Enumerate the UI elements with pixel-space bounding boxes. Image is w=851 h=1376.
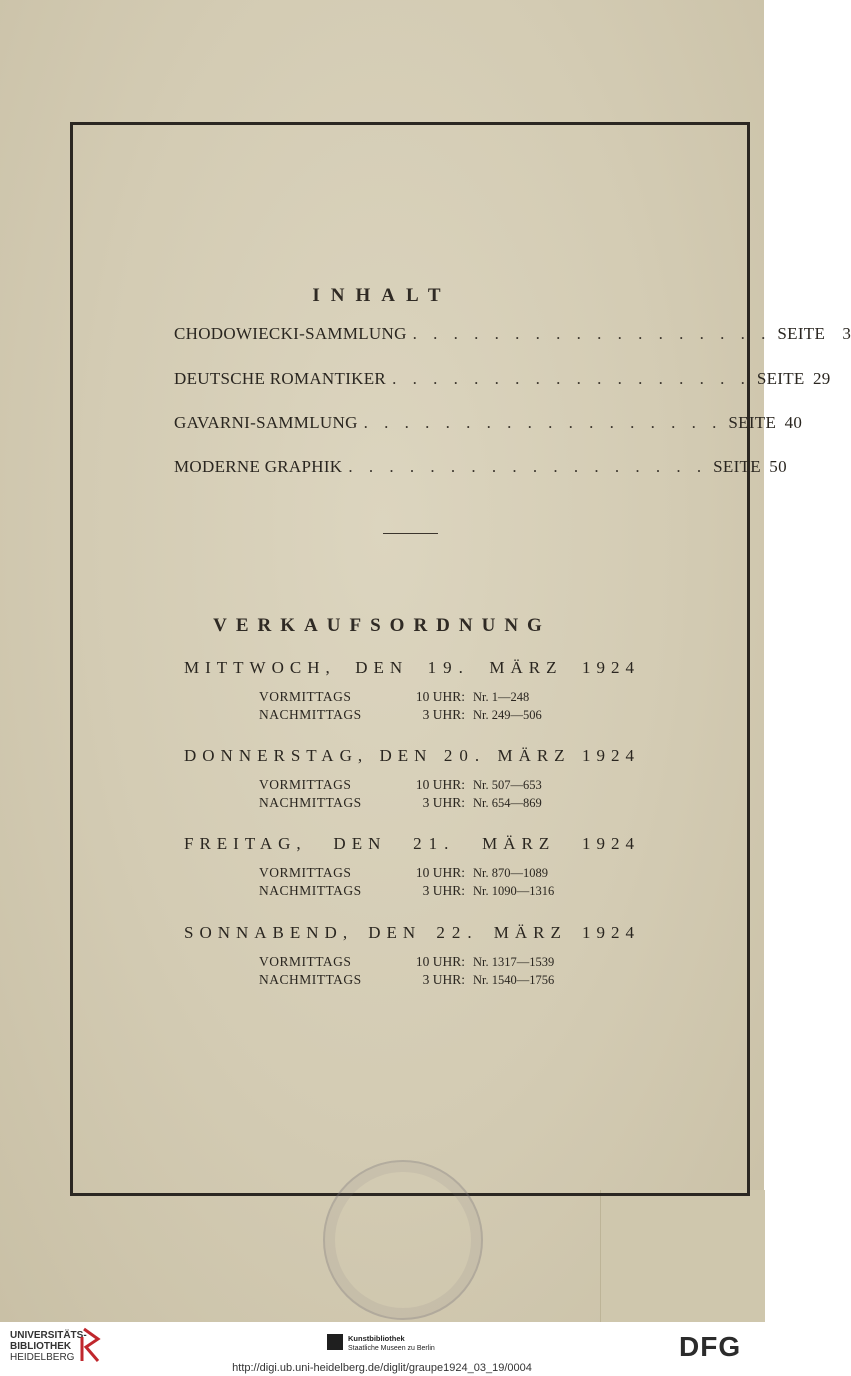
day-number: 22. <box>436 923 479 942</box>
session-list <box>259 864 579 900</box>
session-row <box>259 776 579 794</box>
kunstbibliothek-mark-icon <box>327 1334 343 1350</box>
toc-entry-chodowiecki[interactable] <box>174 324 851 348</box>
session-list <box>259 953 579 989</box>
year: 1924 <box>582 834 640 853</box>
toc-entry-title: MODERNE GRAPHIK <box>174 457 343 476</box>
session-part: NACHMITTAGS <box>259 795 362 810</box>
den-word: DEN <box>379 746 433 765</box>
lot-range: Nr. 1—248 <box>473 690 530 704</box>
session-hour: 10 UHR: <box>415 865 465 880</box>
session-row <box>259 953 579 971</box>
den-word: DEN <box>355 658 409 677</box>
toc-page-ref <box>777 324 851 344</box>
ub-logo-mark-icon <box>80 1327 102 1363</box>
session-hour: 10 UHR: <box>415 777 465 792</box>
session-hour: 10 UHR: <box>415 689 465 704</box>
lot-range: Nr. 507—653 <box>473 778 542 792</box>
kunstbibliothek-logo[interactable] <box>327 1334 435 1353</box>
schedule-heading: VERKAUFSORDNUNG <box>213 615 551 636</box>
ub-heidelberg-logo[interactable] <box>10 1330 87 1363</box>
toc-entry-graphik[interactable] <box>174 457 787 481</box>
month: MÄRZ <box>489 658 563 677</box>
kb-title: Kunstbibliothek <box>348 1334 405 1343</box>
day-number: 19. <box>427 658 470 677</box>
session-hour: 10 UHR: <box>415 954 465 969</box>
weekday: FREITAG, <box>184 834 307 853</box>
session-row <box>259 971 579 989</box>
session-hour: 3 UHR: <box>422 707 465 722</box>
leader-dots: . . . . . . . . . . . . . . . . . . <box>348 457 708 476</box>
session-row <box>259 882 579 900</box>
toc-entry-title: GAVARNI-SAMMLUNG <box>174 413 358 432</box>
leader-dots: . . . . . . . . . . . . . . . . . . <box>392 369 751 388</box>
session-hour: 3 UHR: <box>422 883 465 898</box>
schedule-day-heading <box>184 834 640 854</box>
toc-entry-title: DEUTSCHE ROMANTIKER <box>174 369 387 388</box>
library-name-line1: UNIVERSITÄTS- <box>10 1330 87 1341</box>
lot-range: Nr. 1090—1316 <box>473 884 555 898</box>
contents-heading: INHALT <box>312 285 452 306</box>
leader-dots: . . . . . . . . . . . . . . . . . . <box>363 413 723 432</box>
year: 1924 <box>581 923 640 942</box>
session-part: NACHMITTAGS <box>259 707 362 722</box>
den-word: DEN <box>368 923 422 942</box>
toc-page-number: 29 <box>812 369 831 388</box>
permalink-url[interactable]: http://digi.ub.uni-heidelberg.de/diglit/graupe1924_03_19/0004 <box>232 1362 532 1374</box>
kunstbibliothek-text <box>348 1334 435 1353</box>
toc-entry-gavarni[interactable] <box>174 413 803 437</box>
toc-entry-romantiker[interactable] <box>174 369 831 393</box>
session-row <box>259 864 579 882</box>
session-row <box>259 706 579 724</box>
month: MÄRZ <box>482 834 556 853</box>
weekday: MITTWOCH, <box>184 658 336 677</box>
toc-page-ref <box>713 457 787 477</box>
schedule-day-heading <box>184 746 640 766</box>
month: MÄRZ <box>493 923 567 942</box>
weekday: SONNABEND, <box>184 923 354 942</box>
lot-range: Nr. 249—506 <box>473 708 542 722</box>
toc-page-label: SEITE <box>728 413 777 432</box>
toc-page-ref <box>757 369 831 389</box>
session-part: VORMITTAGS <box>259 689 352 704</box>
toc-page-number: 40 <box>784 413 803 432</box>
session-part: NACHMITTAGS <box>259 972 362 987</box>
session-part: VORMITTAGS <box>259 777 352 792</box>
toc-page-number: 50 <box>769 457 787 476</box>
paper-edge <box>600 1190 765 1322</box>
schedule-day-heading <box>184 923 640 943</box>
session-list <box>259 688 579 724</box>
session-hour: 3 UHR: <box>422 795 465 810</box>
leader-dots: . . . . . . . . . . . . . . . . . . <box>412 324 772 343</box>
session-part: VORMITTAGS <box>259 954 352 969</box>
session-row <box>259 794 579 812</box>
section-divider <box>383 533 438 534</box>
toc-page-label: SEITE <box>756 369 805 388</box>
library-name-line2: BIBLIOTHEK <box>10 1341 72 1352</box>
month: MÄRZ <box>497 746 571 765</box>
weekday: DONNERSTAG, <box>184 746 369 765</box>
session-row <box>259 688 579 706</box>
library-stamp <box>323 1160 483 1320</box>
schedule-day-heading <box>184 658 640 678</box>
toc-entry-title: CHODOWIECKI-SAMMLUNG <box>174 324 407 343</box>
year: 1924 <box>582 658 640 677</box>
den-word: DEN <box>333 834 387 853</box>
session-list <box>259 776 579 812</box>
day-number: 21. <box>413 834 456 853</box>
session-part: NACHMITTAGS <box>259 883 362 898</box>
kb-subtitle: Staatliche Museen zu Berlin <box>348 1345 435 1352</box>
library-name-line3: HEIDELBERG <box>10 1352 75 1363</box>
lot-range: Nr. 1540—1756 <box>473 973 555 987</box>
lot-range: Nr. 1317—1539 <box>473 955 555 969</box>
toc-page-ref <box>728 413 802 433</box>
year: 1924 <box>581 746 640 765</box>
toc-page-number: 3 <box>842 324 851 343</box>
lot-range: Nr. 654—869 <box>473 796 542 810</box>
toc-page-label: SEITE <box>777 324 826 343</box>
session-hour: 3 UHR: <box>422 972 465 987</box>
lot-range: Nr. 870—1089 <box>473 866 548 880</box>
toc-page-label: SEITE <box>713 457 761 476</box>
dfg-logo[interactable]: DFG <box>679 1331 742 1362</box>
day-number: 20. <box>443 746 487 765</box>
session-part: VORMITTAGS <box>259 865 352 880</box>
